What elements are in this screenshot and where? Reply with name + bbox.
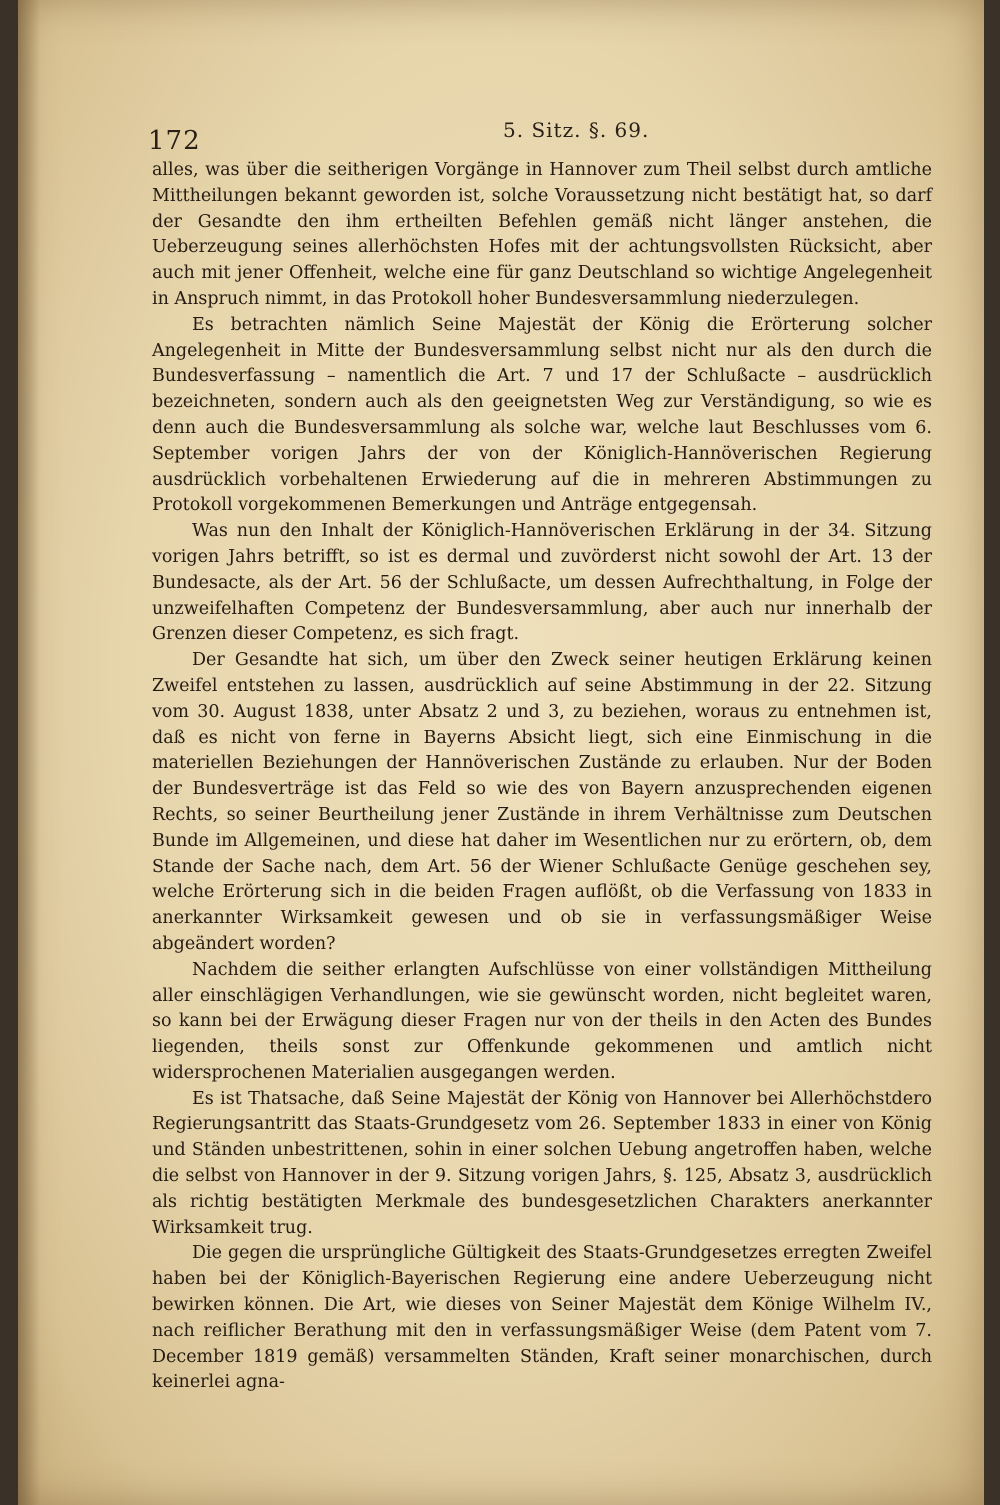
paragraph-2: Es betrachten nämlich Seine Majestät der König die Erörterung solcher Angelegenheit in Mitte der Bundesversammlung selbst nicht nur als den durch die Bundesverfassung – namentlich die Art. 7 und 17 der Schlußacte – ausdrücklich bezeichneten, sondern auch als den geeignetsten Weg zur Verständigung, so wie es denn auch die Bundesversammlung als solche war, welche laut Beschlusses vom 6. September vorigen Jahrs der von der Königlich-Hannöverischen Regierung ausdrücklich vorbehaltenen Erwiederung auf die in mehreren Abstimmungen zu Protokoll vorgekommenen Bemerkungen und Anträge entgegensah. [152,314,932,516]
paragraph-1: alles, was über die seitherigen Vorgänge in Hannover zum Theil selbst durch amtliche Mittheilungen bekannt geworden ist, solche Voraussetzung nicht bestätigt hat, so darf der Gesandte den ihm ertheilten Befehlen gemäß nicht länger anstehen, die Ueberzeugung seines allerhöchsten Hofes mit der achtungsvollsten Rücksicht, aber auch mit jener Offenheit, welche eine für ganz Deutschland so wichtige Angelegenheit in Anspruch nimmt, in das Protokoll hoher Bundesversammlung niederzulegen. [152,160,932,309]
running-head: 5. Sitz. §. 69. [503,118,650,142]
page-header [148,118,908,158]
paragraph-3: Was nun den Inhalt der Königlich-Hannöverischen Erklärung in der 34. Sitzung vorigen Jahrs betrifft, so ist es dermal und zuvörderst nicht sowohl der Art. 13 der Bundesacte, als der Art. 56 der Schlußacte, um dessen Aufrechthaltung, in Folge der unzweifelhaften Competenz der Bundesversammlung, aber auch nur innerhalb der Grenzen dieser Competenz, es sich fragt. [152,521,932,645]
page-number: 172 [148,126,201,156]
paragraph-4: Der Gesandte hat sich, um über den Zweck seiner heutigen Erklärung keinen Zweifel entstehen zu lassen, ausdrücklich auf seine Abstimmung in der 22. Sitzung vom 30. August 1838, unter Absatz 2 und 3, zu beziehen, woraus zu entnehmen ist, daß es nicht von ferne in Bayerns Absicht liegt, sich eine Einmischung in die materiellen Beziehungen der Hannöverischen Zustände zu erlauben. Nur der Boden der Bundesverträge ist das Feld so wie des von Bayern anzusprechenden eigenen Rechts, so seiner Beurtheilung jener Zustände in ihrem Verhältnisse zum Deutschen Bunde im Allgemeinen, und diese hat daher im Wesentlichen nur zu erörtern, ob, dem Stande der Sache nach, dem Art. 56 der Wiener Schlußacte Genüge geschehen sey, welche Erörterung sich in die beiden Fragen auflößt, ob die Verfassung von 1833 in anerkannter Wirksamkeit gewesen und ob sie in verfassungsmäßiger Weise abgeändert worden? [152,650,932,954]
body-text [152,158,932,1396]
paragraph-5: Nachdem die seither erlangten Aufschlüsse von einer vollständigen Mittheilung aller einschlägigen Verhandlungen, wie sie gewünscht worden, nicht begleitet waren, so kann bei der Erwägung dieser Fragen nur von der theils in den Acten des Bundes liegenden, theils sonst zur Offenkunde gekommenen und amtlich nicht widersprochenen Materialien ausgegangen werden. [152,959,932,1083]
paragraph-7: Die gegen die ursprüngliche Gültigkeit des Staats-Grundgesetzes erregten Zweifel haben bei der Königlich-Bayerischen Regierung eine andere Ueberzeugung nicht bewirken können. Die Art, wie dieses von Seiner Majestät dem Könige Wilhelm IV., nach reiflicher Berathung mit den in verfassungsmäßiger Weise (dem Patent vom 7. December 1819 gemäß) versammelten Ständen, Kraft seiner monarchischen, durch keinerlei agna- [152,1243,932,1393]
paragraph-6: Es ist Thatsache, daß Seine Majestät der König von Hannover bei Allerhöchstdero Regierungsantritt das Staats-Grundgesetz vom 26. September 1833 in einer von König und Ständen unbestrittenen, sohin in einer solchen Uebung angetroffen haben, welche die selbst von Hannover in der 9. Sitzung vorigen Jahrs, §. 125, Absatz 3, ausdrücklich als richtig bestätigten Merkmale des bundesgesetzlichen Charakters anerkannter Wirksamkeit trug. [152,1088,932,1238]
